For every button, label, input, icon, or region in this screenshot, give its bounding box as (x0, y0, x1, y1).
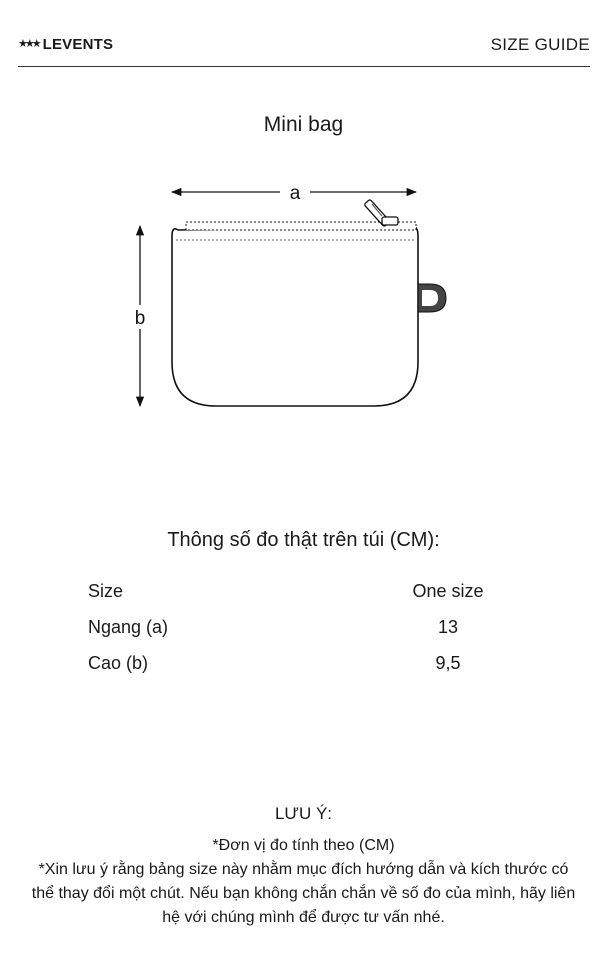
note-title: LƯU Ý: (274, 804, 333, 823)
bag-diagram (120, 170, 480, 430)
note-section (30, 804, 577, 930)
one-size-column-header: One size (412, 580, 484, 601)
row-value: 13 (437, 616, 459, 637)
height-label: b (134, 308, 146, 329)
note-unit: *Đơn vị đo tính theo (CM) (212, 837, 395, 854)
table-row (88, 609, 508, 645)
header (18, 30, 590, 67)
row-value: 9,5 (435, 652, 461, 673)
brand-logo[interactable] (18, 36, 113, 53)
brand-name: LEVENTS (42, 36, 114, 53)
table-header-row (88, 573, 508, 609)
row-label: Cao (b) (88, 652, 149, 673)
d-ring-icon (418, 284, 446, 312)
stars-icon: ★★★ (18, 38, 39, 50)
bag-body (172, 226, 418, 406)
width-label: a (289, 183, 301, 204)
size-column-header: Size (88, 580, 124, 601)
spec-title: Thông số đo thật trên túi (CM): (167, 529, 440, 551)
page-title: SIZE GUIDE (490, 35, 590, 54)
spec-table (88, 573, 508, 681)
row-label: Ngang (a) (88, 616, 169, 637)
product-title: Mini bag (263, 113, 344, 136)
note-disclaimer: *Xin lưu ý rằng bảng size này nhằm mục đích hướng dẫn và kích thước có thể thay đổi một chút. Nếu bạn không chắn chắn về số đo của mình, hãy liên hệ với chúng mình để được tư vấn nhé. (31, 861, 576, 926)
table-row (88, 645, 508, 681)
